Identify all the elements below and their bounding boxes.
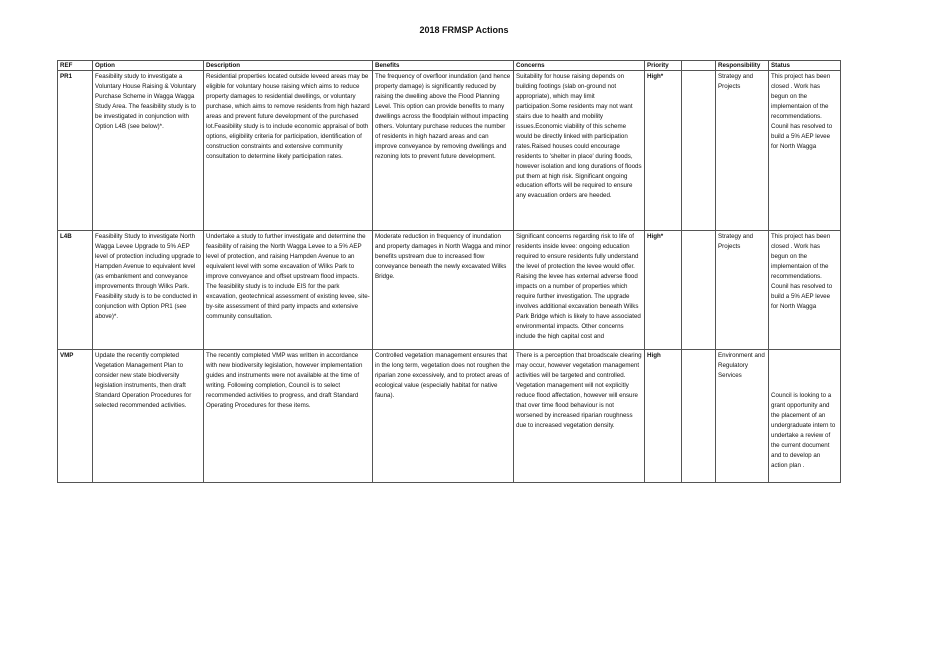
row-ref: VMP [58, 350, 93, 483]
row-blank [682, 350, 716, 483]
row-status: This project has been closed . Work has begun on the implementaion of the recommendations. Counil has resolved to build a 5% AEP levee for North Wagga [769, 71, 841, 231]
row-priority: High [645, 350, 682, 483]
row-status: This project has been closed . Work has begun on the implementaion of the recommendations. Counil has resolved to build a 5% AEP levee for North Wagga [769, 231, 841, 350]
header-description: Description [204, 61, 373, 71]
row-concerns: Suitability for house raising depends on building footings (slab on-ground not appropriate), which may limit participation.Some residents may not want stairs due to health and mobility issues.Economic viability of this scheme would be directly linked with participation rates.Raised houses could encourage residents to 'shelter in place' during floods, however isolation and long durations of floods put them at high risk. Significant ongoing education efforts will be required to ensure any evacuation orders are heeded. [514, 71, 645, 231]
header-blank [682, 61, 716, 71]
table-header-row [58, 61, 841, 71]
row-responsibility: Environment and Regulatory Services [716, 350, 769, 483]
actions-table [57, 60, 841, 483]
row-blank [682, 231, 716, 350]
header-ref: REF [58, 61, 93, 71]
table-row [58, 71, 841, 231]
row-ref: PR1 [58, 71, 93, 231]
row-priority: High* [645, 71, 682, 231]
row-benefits: Controlled vegetation management ensures that in the long term, vegetation does not roughen the riparian zone excessively, and to protect areas of ecological value (especially habitat for native fauna). [373, 350, 514, 483]
table-row [58, 231, 841, 350]
row-blank [682, 71, 716, 231]
row-option: Feasibility study to investigate a Voluntary House Raising & Voluntary Purchase Scheme in Wagga Wagga Study Area. The feasibility study is to be investigated in conjunction with Option L4B (see below)*. [93, 71, 204, 231]
row-description: The recently completed VMP was written in accordance with new biodiversity legislation, however implementation guides and instruments were not available at the time of writing. Following completion, Council is to select recommended activities to progress, and draft Standard Operating Procedures for these items. [204, 350, 373, 483]
row-responsibility: Strategy and Projects [716, 231, 769, 350]
header-status: Status [769, 61, 841, 71]
row-status [769, 350, 841, 483]
header-benefits: Benefits [373, 61, 514, 71]
row-ref: L4B [58, 231, 93, 350]
row-concerns [514, 231, 645, 350]
row-benefits: The frequency of overfloor inundation (and hence property damage) is significantly reduced by raising the dwelling above the Flood Planning Level. This option can provide benefits to many dwellings across the floodplain without impacting others. Voluntary purchase reduces the number of residents in high hazard areas and can improve conveyance by removing dwellings and rezoning lots to prevent future development. [373, 71, 514, 231]
header-priority: Priority [645, 61, 682, 71]
row-concerns-text: Significant concerns regarding risk to life of residents inside levee: ongoing education required to ensure residents fully understand the level of protection the levee would offer. Raising the levee has external adverse flood impacts on a number of properties which require further investigation. The upgrade involves additional excavation beneath Wilks Park Bridge which is likely to have associated environmental impacts. Other concerns include the high capital cost and [516, 233, 641, 339]
header-responsibility: Responsibility [716, 61, 769, 71]
row-priority: High* [645, 231, 682, 350]
row-benefits: Moderate reduction in frequency of inundation and property damages in North Wagga and minor benefits upstream due to increased flow conveyance beneath the newly excavated Wilks Bridge. [373, 231, 514, 350]
table-row [58, 350, 841, 483]
status-spacer [771, 351, 838, 391]
row-option: Update the recently completed Vegetation Management Plan to consider new state biodiversity legislation instruments, then draft Standard Operation Procedures for selected recommended activities. [93, 350, 204, 483]
header-option: Option [93, 61, 204, 71]
row-description: Undertake a study to further investigate and determine the feasibility of raising the North Wagga Levee to a 5% AEP level of protection, and raising Hampden Avenue to an equivalent level with some excavation of Wilks Park to improve conveyance and offset upstream flood impacts. The feasibility study is to include EIS for the park excavation, geotechnical assessment of existing levee, site-by-site assessment of third party impacts and extensive community consultation. [204, 231, 373, 350]
row-status-text: Council is looking to a grant opportunity and the placement of an undergraduate intern to undertake a review of the current document and to develop an action plan . [771, 392, 836, 469]
row-option: Feasibility Study to investigate North Wagga Levee Upgrade to 5% AEP level of protection including upgrade to Hampden Avenue to equivalent level (as embankment and conveyance improvements through Wilks Park. Feasibility study is to be conducted in conjunction with Option PR1 (see above)*. [93, 231, 204, 350]
header-concerns: Concerns [514, 61, 645, 71]
row-responsibility: Strategy and Projects [716, 71, 769, 231]
page-title: 2018 FRMSP Actions [419, 25, 509, 35]
row-concerns: There is a perception that broadscale clearing may occur, however vegetation management activities will be targeted and controlled. Vegetation management will not explicitly reduce flood affectation, however will ensure that over time flood behaviour is not worsened by increased riparian roughness due to increased vegetation density. [514, 350, 645, 483]
row-description: Residential properties located outside leveed areas may be eligible for voluntary house raising which aims to reduce property damages to residential dwellings, or voluntary purchase, which aims to remove residents from high hazard areas and prevent future development of the purchased lot.Feasibility study is to include economic appraisal of both options, eligibility criteria for participation, identification of construction constraints and extensive community consultation to determine likely participation rates. [204, 71, 373, 231]
